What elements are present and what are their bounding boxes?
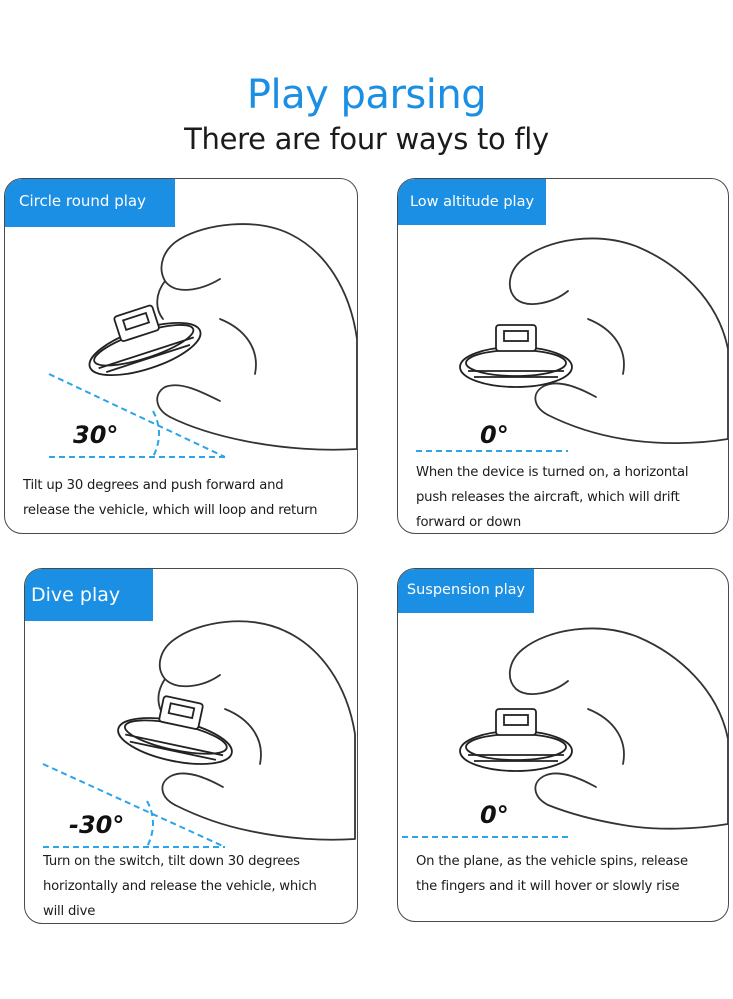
card-circle-round-play — [4, 178, 358, 534]
card-suspension-play — [397, 568, 729, 922]
drone-icon — [460, 325, 572, 387]
card-label: Suspension play — [398, 569, 534, 613]
card-description: Turn on the switch, tilt down 30 degrees horizontally and release the vehicle, which will dive — [43, 854, 317, 919]
page-title: Play parsing — [246, 72, 487, 118]
angle-value: 0° — [480, 421, 509, 449]
page-subtitle: There are four ways to fly — [184, 122, 549, 156]
card-label: Dive play — [25, 569, 153, 621]
angle-value: 0° — [480, 801, 509, 829]
card-description: Tilt up 30 degrees and push forward and release the vehicle, which will loop and return — [23, 478, 318, 518]
card-label: Circle round play — [5, 179, 175, 227]
card-low-altitude-play — [397, 178, 729, 534]
drone-icon — [77, 293, 206, 386]
angle-value: -30° — [69, 811, 125, 839]
card-label: Low altitude play — [398, 179, 546, 225]
card-dive-play — [24, 568, 358, 924]
card-description: On the plane, as the vehicle spins, release the fingers and it will hover or slowly rise — [416, 854, 688, 894]
card-description: When the device is turned on, a horizontal push releases the aircraft, which will drift forward or down — [416, 465, 689, 530]
drone-icon — [460, 709, 572, 771]
angle-value: 30° — [73, 421, 119, 449]
drone-icon — [114, 688, 240, 773]
